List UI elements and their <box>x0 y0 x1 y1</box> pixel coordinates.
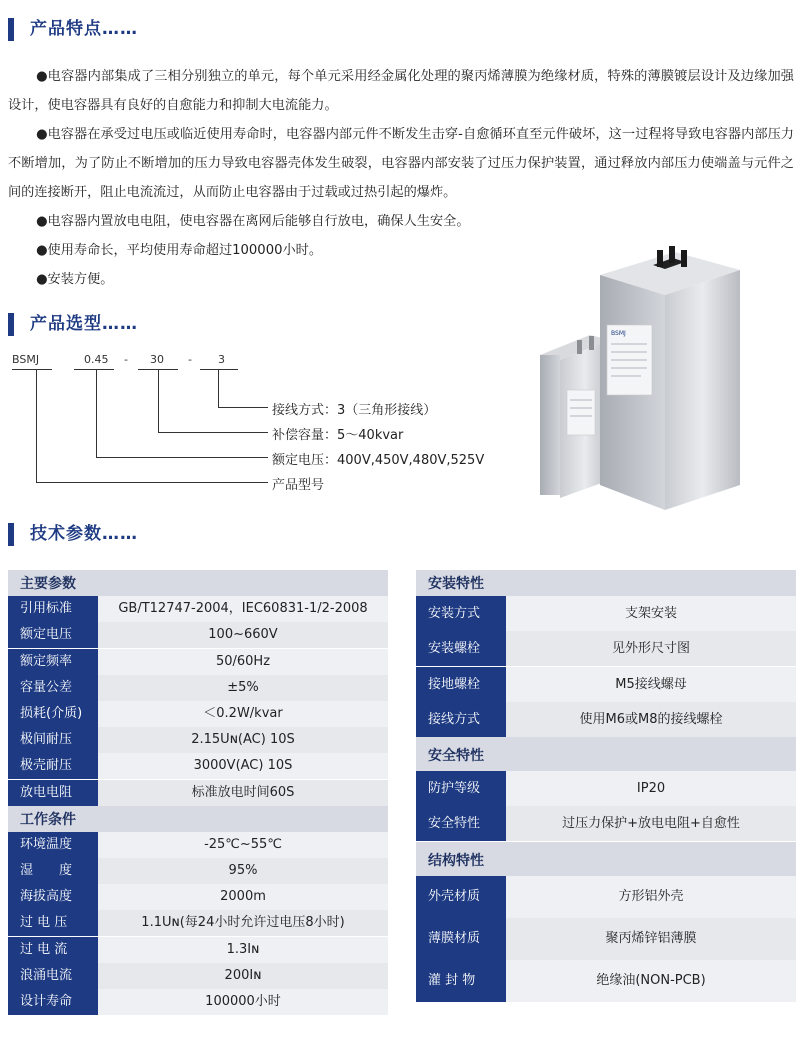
row-key: 安装方式 <box>416 596 506 631</box>
table-group-header <box>416 842 796 876</box>
code-underline <box>12 369 52 370</box>
row-key: 接线方式 <box>416 702 506 737</box>
tech-title: 技术参数…… <box>30 524 138 544</box>
table-row <box>8 963 388 989</box>
row-key: 防护等级 <box>416 771 506 806</box>
large-capacitor <box>600 246 740 510</box>
table-row <box>8 937 388 963</box>
row-key: 极壳耐压 <box>8 753 98 779</box>
connector-line <box>158 369 159 432</box>
row-value: 绝缘油(NON-PCB) <box>506 960 796 1002</box>
connector-line <box>36 482 268 483</box>
row-value: 1.1Uɴ(每24小时允许过电压8小时) <box>98 910 388 936</box>
table-row <box>8 858 388 884</box>
row-key: 额定电压 <box>8 622 98 648</box>
table-row <box>8 884 388 910</box>
row-key: 安全特性 <box>416 806 506 841</box>
table-row <box>416 771 796 806</box>
table-group-header <box>8 806 388 832</box>
row-value: 100~660V <box>98 622 388 648</box>
connector-line <box>218 407 268 408</box>
spec-table-left <box>8 570 388 1015</box>
feature-paragraph: ●安装方便。 <box>36 272 114 287</box>
feature-paragraph: ●电容器内置放电电阻，使电容器在离网后能够自行放电，确保人生安全。 <box>36 214 470 229</box>
row-value: 2000m <box>98 884 388 910</box>
row-value: 95% <box>98 858 388 884</box>
table-group-header <box>416 570 796 596</box>
table-row <box>8 675 388 701</box>
header-accent-bar <box>8 313 14 336</box>
row-value: GB/T12747-2004，IEC60831-1/2-2008 <box>98 596 388 622</box>
row-value: 方形铝外壳 <box>506 876 796 918</box>
header-band <box>28 520 800 546</box>
spec-table-right <box>416 570 796 1002</box>
row-value: 2.15Uɴ(AC) 10S <box>98 727 388 753</box>
row-key: 环境温度 <box>8 832 98 858</box>
row-key: 设计寿命 <box>8 989 98 1015</box>
small-capacitor <box>540 335 610 498</box>
connector-line <box>36 369 37 482</box>
row-value: ±5% <box>98 675 388 701</box>
table-row <box>8 649 388 675</box>
row-value: -25℃~55℃ <box>98 832 388 858</box>
group-title: 工作条件 <box>20 811 76 828</box>
code-underline <box>74 369 114 370</box>
table-row <box>416 918 796 960</box>
code-wiring: 3 <box>218 353 225 366</box>
code-series: BSMJ <box>12 353 40 366</box>
header-accent-bar <box>8 523 14 546</box>
row-value: ＜0.2W/kvar <box>98 701 388 727</box>
model-title: 产品选型…… <box>30 314 138 334</box>
table-row <box>8 989 388 1015</box>
row-key: 引用标准 <box>8 596 98 622</box>
desc-wiring: 接线方式：3（三角形接线） <box>272 403 437 418</box>
table-row <box>8 701 388 727</box>
model-diagram <box>0 345 520 495</box>
table-row <box>8 596 388 622</box>
connector-line <box>96 457 268 458</box>
features-title: 产品特点…… <box>30 19 138 39</box>
section-header-tech <box>0 519 800 549</box>
feature-paragraph: ●使用寿命长，平均使用寿命超过100000小时。 <box>36 243 323 258</box>
desc-voltage: 额定电压：400V,450V,480V,525V <box>272 453 485 468</box>
table-row <box>416 702 796 737</box>
row-value: 使用M6或M8的接线螺栓 <box>506 702 796 737</box>
row-value: 3000V(AC) 10S <box>98 753 388 779</box>
table-row <box>416 876 796 918</box>
capacitor-product-image <box>535 240 775 520</box>
row-value: 聚丙烯锌铝薄膜 <box>506 918 796 960</box>
table-row <box>416 631 796 666</box>
connector-line <box>158 432 268 433</box>
header-band <box>28 15 800 41</box>
row-value: 支架安装 <box>506 596 796 631</box>
row-key: 海拔高度 <box>8 884 98 910</box>
row-key: 放电电阻 <box>8 780 98 806</box>
row-key: 灌 封 物 <box>416 960 506 1002</box>
row-key: 过 电 流 <box>8 937 98 963</box>
row-value: 100000小时 <box>98 989 388 1015</box>
table-row <box>8 727 388 753</box>
row-value: 过压力保护+放电电阻+自愈性 <box>506 806 796 841</box>
group-title: 安装特性 <box>428 576 484 592</box>
code-dash: - <box>124 353 128 366</box>
row-key: 浪涌电流 <box>8 963 98 989</box>
row-key: 极间耐压 <box>8 727 98 753</box>
row-key: 损耗(介质) <box>8 701 98 727</box>
table-group-header <box>8 570 388 596</box>
group-title: 结构特性 <box>428 852 484 869</box>
table-row <box>8 780 388 806</box>
connector-line <box>96 369 97 457</box>
row-key: 湿 度 <box>8 858 98 884</box>
code-underline <box>200 369 238 370</box>
row-value: IP20 <box>506 771 796 806</box>
row-value: 50/60Hz <box>98 649 388 675</box>
table-row <box>416 596 796 631</box>
table-row <box>8 753 388 779</box>
code-voltage: 0.45 <box>84 353 109 366</box>
row-value: 见外形尺寸图 <box>506 631 796 666</box>
connector-line <box>218 369 219 407</box>
table-row <box>416 960 796 1002</box>
desc-model: 产品型号 <box>272 478 325 493</box>
section-header-features <box>0 14 800 44</box>
header-accent-bar <box>8 18 14 41</box>
table-group-header <box>416 737 796 771</box>
table-row <box>416 806 796 841</box>
row-value: 标准放电时间60S <box>98 780 388 806</box>
row-value: 200Iɴ <box>98 963 388 989</box>
code-capacity: 30 <box>150 353 164 366</box>
feature-paragraph: ●电容器在承受过电压或临近使用寿命时，电容器内部元件不断发生击穿-自愈循环直至元件破坏，这一过程将导致电容器内部压力不断增加，为了防止不断增加的压力导致电容器壳体发生破裂，电容器内部安装了过压力保护装置，通过释放内部压力使端盖与元件之间的连接断开，阻止电流流过，从而防止电容器由于过载或过热引起的爆炸。 <box>8 127 794 200</box>
table-row <box>8 622 388 648</box>
table-row <box>8 910 388 936</box>
row-value: M5接线螺母 <box>506 667 796 702</box>
row-key: 容量公差 <box>8 675 98 701</box>
table-row <box>416 667 796 702</box>
code-dash: - <box>188 353 192 366</box>
desc-capacity: 补偿容量：5～40kvar <box>272 428 404 443</box>
table-row <box>8 832 388 858</box>
svg-text:BSMJ: BSMJ <box>611 330 626 337</box>
row-key: 外壳材质 <box>416 876 506 918</box>
row-value: 1.3Iɴ <box>98 937 388 963</box>
row-key: 过 电 压 <box>8 910 98 936</box>
group-title: 安全特性 <box>428 747 484 764</box>
row-key: 额定频率 <box>8 649 98 675</box>
group-title: 主要参数 <box>20 576 76 592</box>
feature-paragraph: ●电容器内部集成了三相分别独立的单元，每个单元采用经金属化处理的聚丙烯薄膜为绝缘材质，特殊的薄膜镀层设计及边缘加强设计，使电容器具有良好的自愈能力和抑制大电流能力。 <box>8 69 794 113</box>
row-key: 接地螺栓 <box>416 667 506 702</box>
row-key: 薄膜材质 <box>416 918 506 960</box>
row-key: 安装螺栓 <box>416 631 506 666</box>
